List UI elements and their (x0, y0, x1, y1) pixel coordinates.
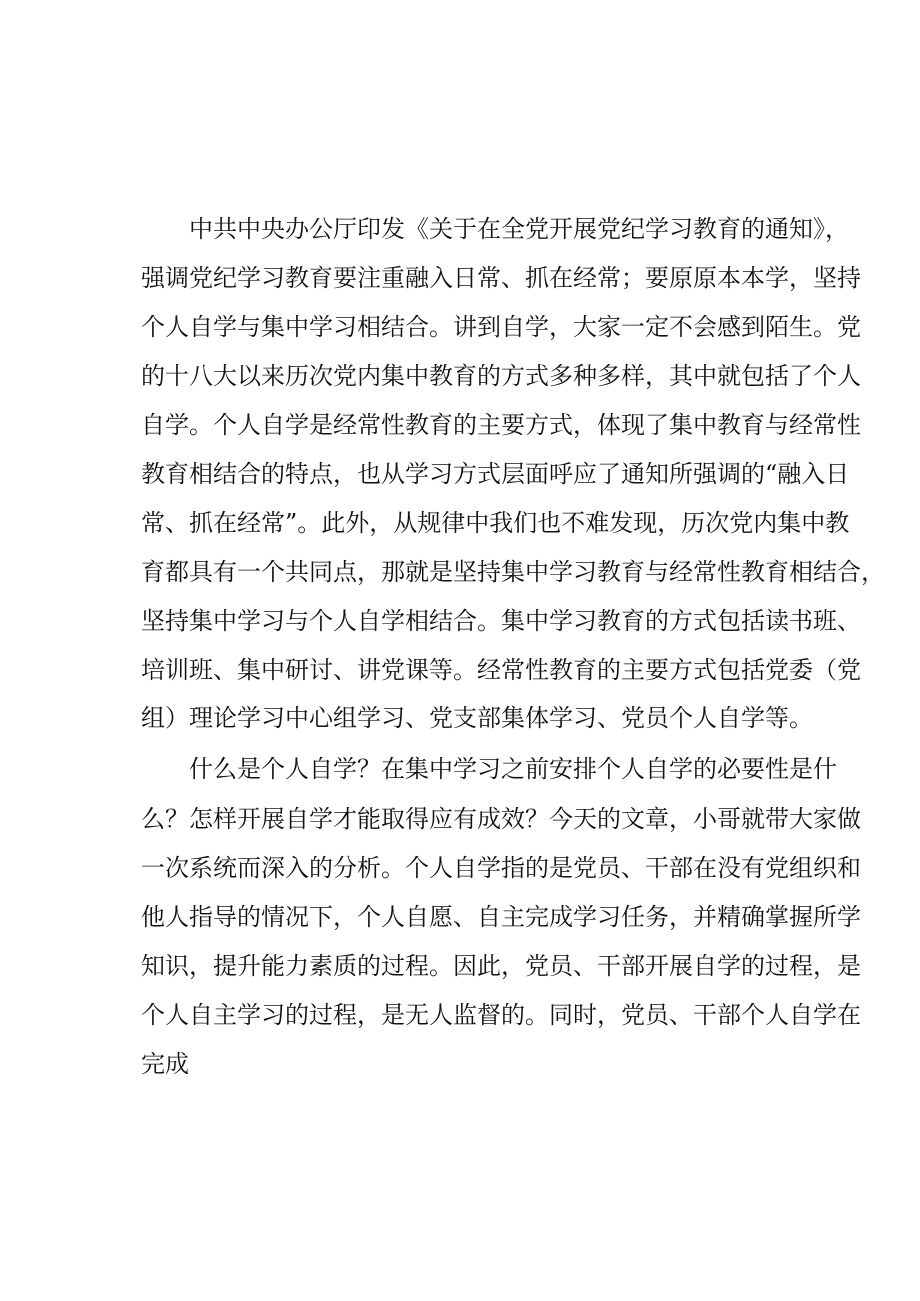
paragraph-line: 中共中央办公厅印发《关于在全党开展党纪学习教育的通知》， (189, 215, 849, 243)
paragraph-line: 培训班、集中研讨、讲党课等。经常性教育的主要方式包括党委（党 (141, 656, 861, 684)
paragraph-line: 自学。个人自学是经常性教育的主要方式，体现了集中教育与经常性 (141, 411, 861, 439)
paragraph-line: 么？怎样开展自学才能取得应有成效？今天的文章，小哥就带大家做 (141, 805, 861, 833)
paragraph-line: 知识，提升能力素质的过程。因此，党员、干部开展自学的过程，是 (141, 952, 861, 980)
paragraph-line: 什么是个人自学？在集中学习之前安排个人自学的必要性是什 (189, 755, 837, 783)
paragraph-line: 个人自主学习的过程，是无人监督的。同时，党员、干部个人自学在 (141, 1001, 861, 1029)
paragraph-line: 强调党纪学习教育要注重融入日常、抓在经常；要原原本本学，坚持 (141, 264, 861, 292)
paragraph-line: 他人指导的情况下，个人自愿、自主完成学习任务，并精确掌握所学 (141, 903, 861, 931)
paragraph-line: 常、抓在经常”。此外，从规律中我们也不难发现，历次党内集中教 (141, 509, 850, 537)
paragraph-line: 完成 (141, 1050, 189, 1078)
paragraph-line: 组）理论学习中心组学习、党支部集体学习、党员个人自学等。 (141, 704, 813, 732)
paragraph-line: 教育相结合的特点，也从学习方式层面呼应了通知所强调的“融入日 (141, 460, 850, 488)
paragraph-line: 坚持集中学习与个人自学相结合。集中学习教育的方式包括读书班、 (141, 607, 861, 635)
paragraph-line: 一次系统而深入的分析。个人自学指的是党员、干部在没有党组织和 (141, 854, 861, 882)
paragraph-line: 个人自学与集中学习相结合。讲到自学，大家一定不会感到陌生。党 (141, 313, 861, 341)
paragraph-line: 的十八大以来历次党内集中教育的方式多种多样，其中就包括了个人 (141, 362, 861, 390)
paragraph-line: 育都具有一个共同点，那就是坚持集中学习教育与经常性教育相结合， (141, 558, 885, 586)
